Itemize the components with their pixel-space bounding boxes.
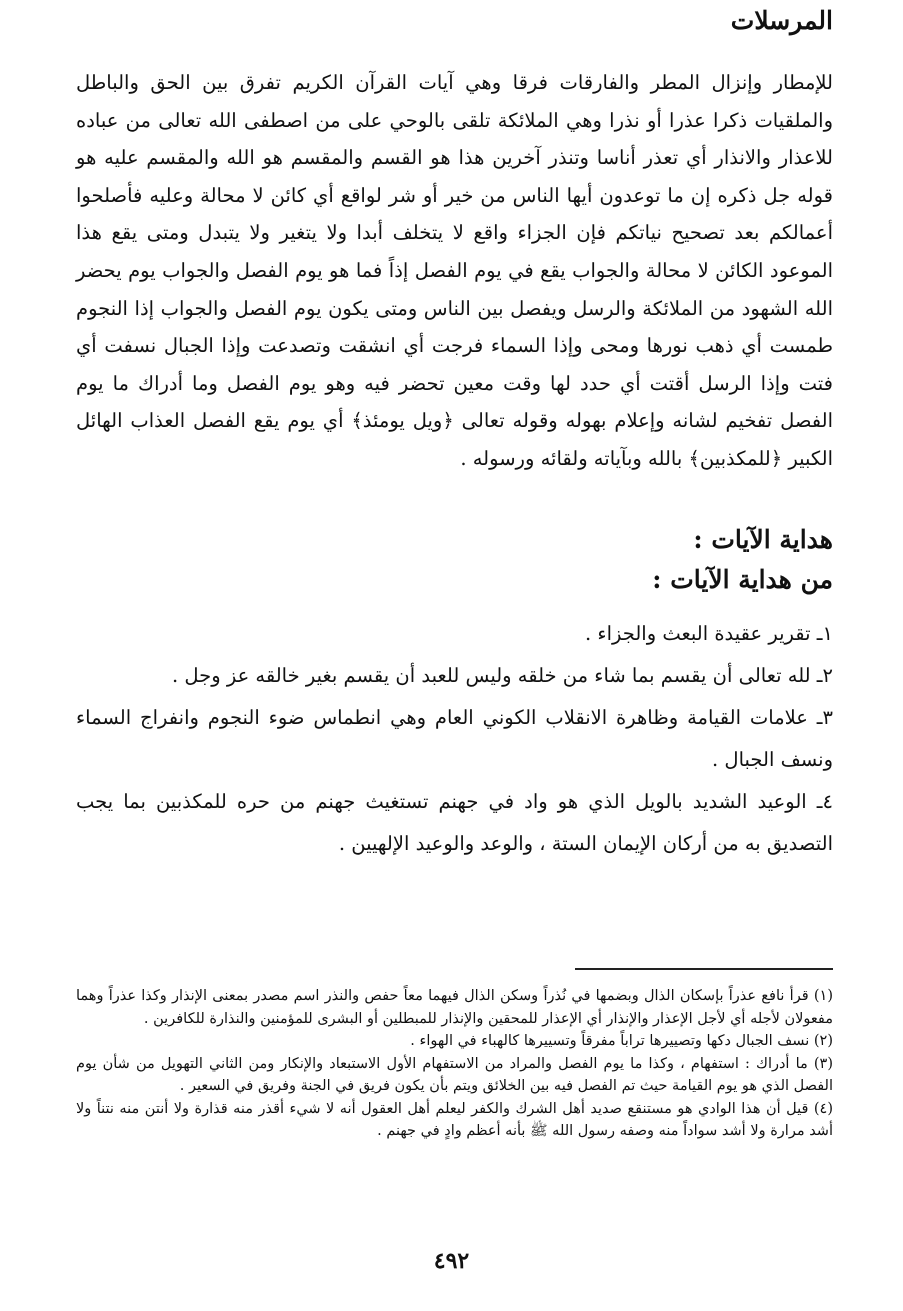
footnote-3: (٣) ما أدراك : استفهام ، وكذا ما يوم الفصل والمراد من الاستفهام الأول الاستبعاد والإنكار ومن الثاني التهويل من شأن يوم الفصل الذي هو يوم القيامة حيث تم الفصل فيه بين الخلائق ويتم بأن يكون فريق في الجنة وفريق في السعير . — [76, 1055, 833, 1094]
footnote-1: (١) قرأ نافع عذراً بإسكان الذال وبضمها في نُذراً وسكن الذال فيهما معاً حفص والنذر اسم مصدر بمعنى الإنذار وكذا عذراً وهما مفعولان لأجله أي لأجل الإعذار والإنذار أي الإعذار للمحقين والإنذار للمبطلين أو البشرى للمؤمنين والنذارة للكافرين . — [76, 988, 833, 1027]
section-heading: هداية الآيات : — [693, 525, 833, 554]
guidance-point-3: ٣ـ علامات القيامة وظاهرة الانقلاب الكوني العام وهي انطماس ضوء النجوم وانفراج السماء ونسف الجبال . — [76, 706, 833, 771]
footnote-2: (٢) نسف الجبال دكها وتصييرها تراباً مفرقاً وتسييرها كالهباء في الهواء . — [410, 1033, 833, 1049]
page-number: ٤٩٢ — [433, 1248, 470, 1274]
footnotes — [76, 985, 833, 1143]
footnote-separator — [575, 968, 833, 970]
section-subheading: من هداية الآيات : — [652, 565, 833, 594]
guidance-point-2: ٢ـ لله تعالى أن يقسم بما شاء من خلقه وليس للعبد أن يقسم بغير خالقه عز وجل . — [171, 664, 833, 687]
commentary-paragraph: للإمطار وإنزال المطر والفارقات فرقا وهي آيات القرآن الكريم تفرق بين الحق والباطل والملقيات ذكرا عذرا أو نذرا وهي الملائكة تلقى بالوحي على من اصطفى الله تعالى من عباده للاعذار والانذار أي تعذر أناسا وتنذر آخرين هذا هو القسم والمقسم هو الله والمقسم عليه هو قوله جل ذكره إن ما توعدون أيها الناس من خير أو شر لواقع أي كائن لا محالة وعليه فأصلحوا أعمالكم بعد تصحيح نياتكم فإن الجزاء واقع لا يتخلف أبدا ولا يتغير ولا يتبدل ومتى يقع هذا الموعود الكائن لا محالة والجواب يقع في يوم الفصل إذاً فما هو يوم الفصل والجواب يوم يحضر الله الشهود من الملائكة والرسل ويفصل بين الناس ومتى يكون يوم الفصل والجواب إذا النجوم طمست أي ذهب نورها ومحى وإذا السماء فرجت أي انشقت وتصدعت وإذا الجبال نسفت أي فتت وإذا الرسل أقتت أي حدد لها وقت معين تحضر فيه وهو يوم الفصل وما أدراك ما يوم الفصل تفخيم لشانه وإعلام بهوله وقوله تعالى ﴿ويل يومئذ﴾ أي يوم يقع الفصل العذاب الهائل الكبير ﴿للمكذبين﴾ بالله وبآياته ولقائه ورسوله . — [76, 71, 833, 470]
commentary-body — [76, 64, 833, 478]
guidance-points-list — [76, 613, 833, 865]
guidance-point-4: ٤ـ الوعيد الشديد بالويل الذي هو واد في جهنم تستغيث جهنم من حره للمكذبين بما يجب التصديق به من أركان الإيمان الستة ، والوعد والوعيد الإلهيين . — [76, 790, 833, 855]
footnote-4: (٤) قيل أن هذا الوادي هو مستنقع صديد أهل الشرك والكفر ليعلم أهل العقول أنه لا شيء أقذر منه قذارة ولا أنتن منه نتناً ولا أشد مرارة ولا أشد سواداً منه وصفه رسول الله ﷺ بأنه أعظم وادٍ في جهنم . — [76, 1100, 833, 1139]
page-header-title: المرسلات — [730, 6, 833, 35]
guidance-point-1: ١ـ تقرير عقيدة البعث والجزاء . — [585, 622, 833, 645]
